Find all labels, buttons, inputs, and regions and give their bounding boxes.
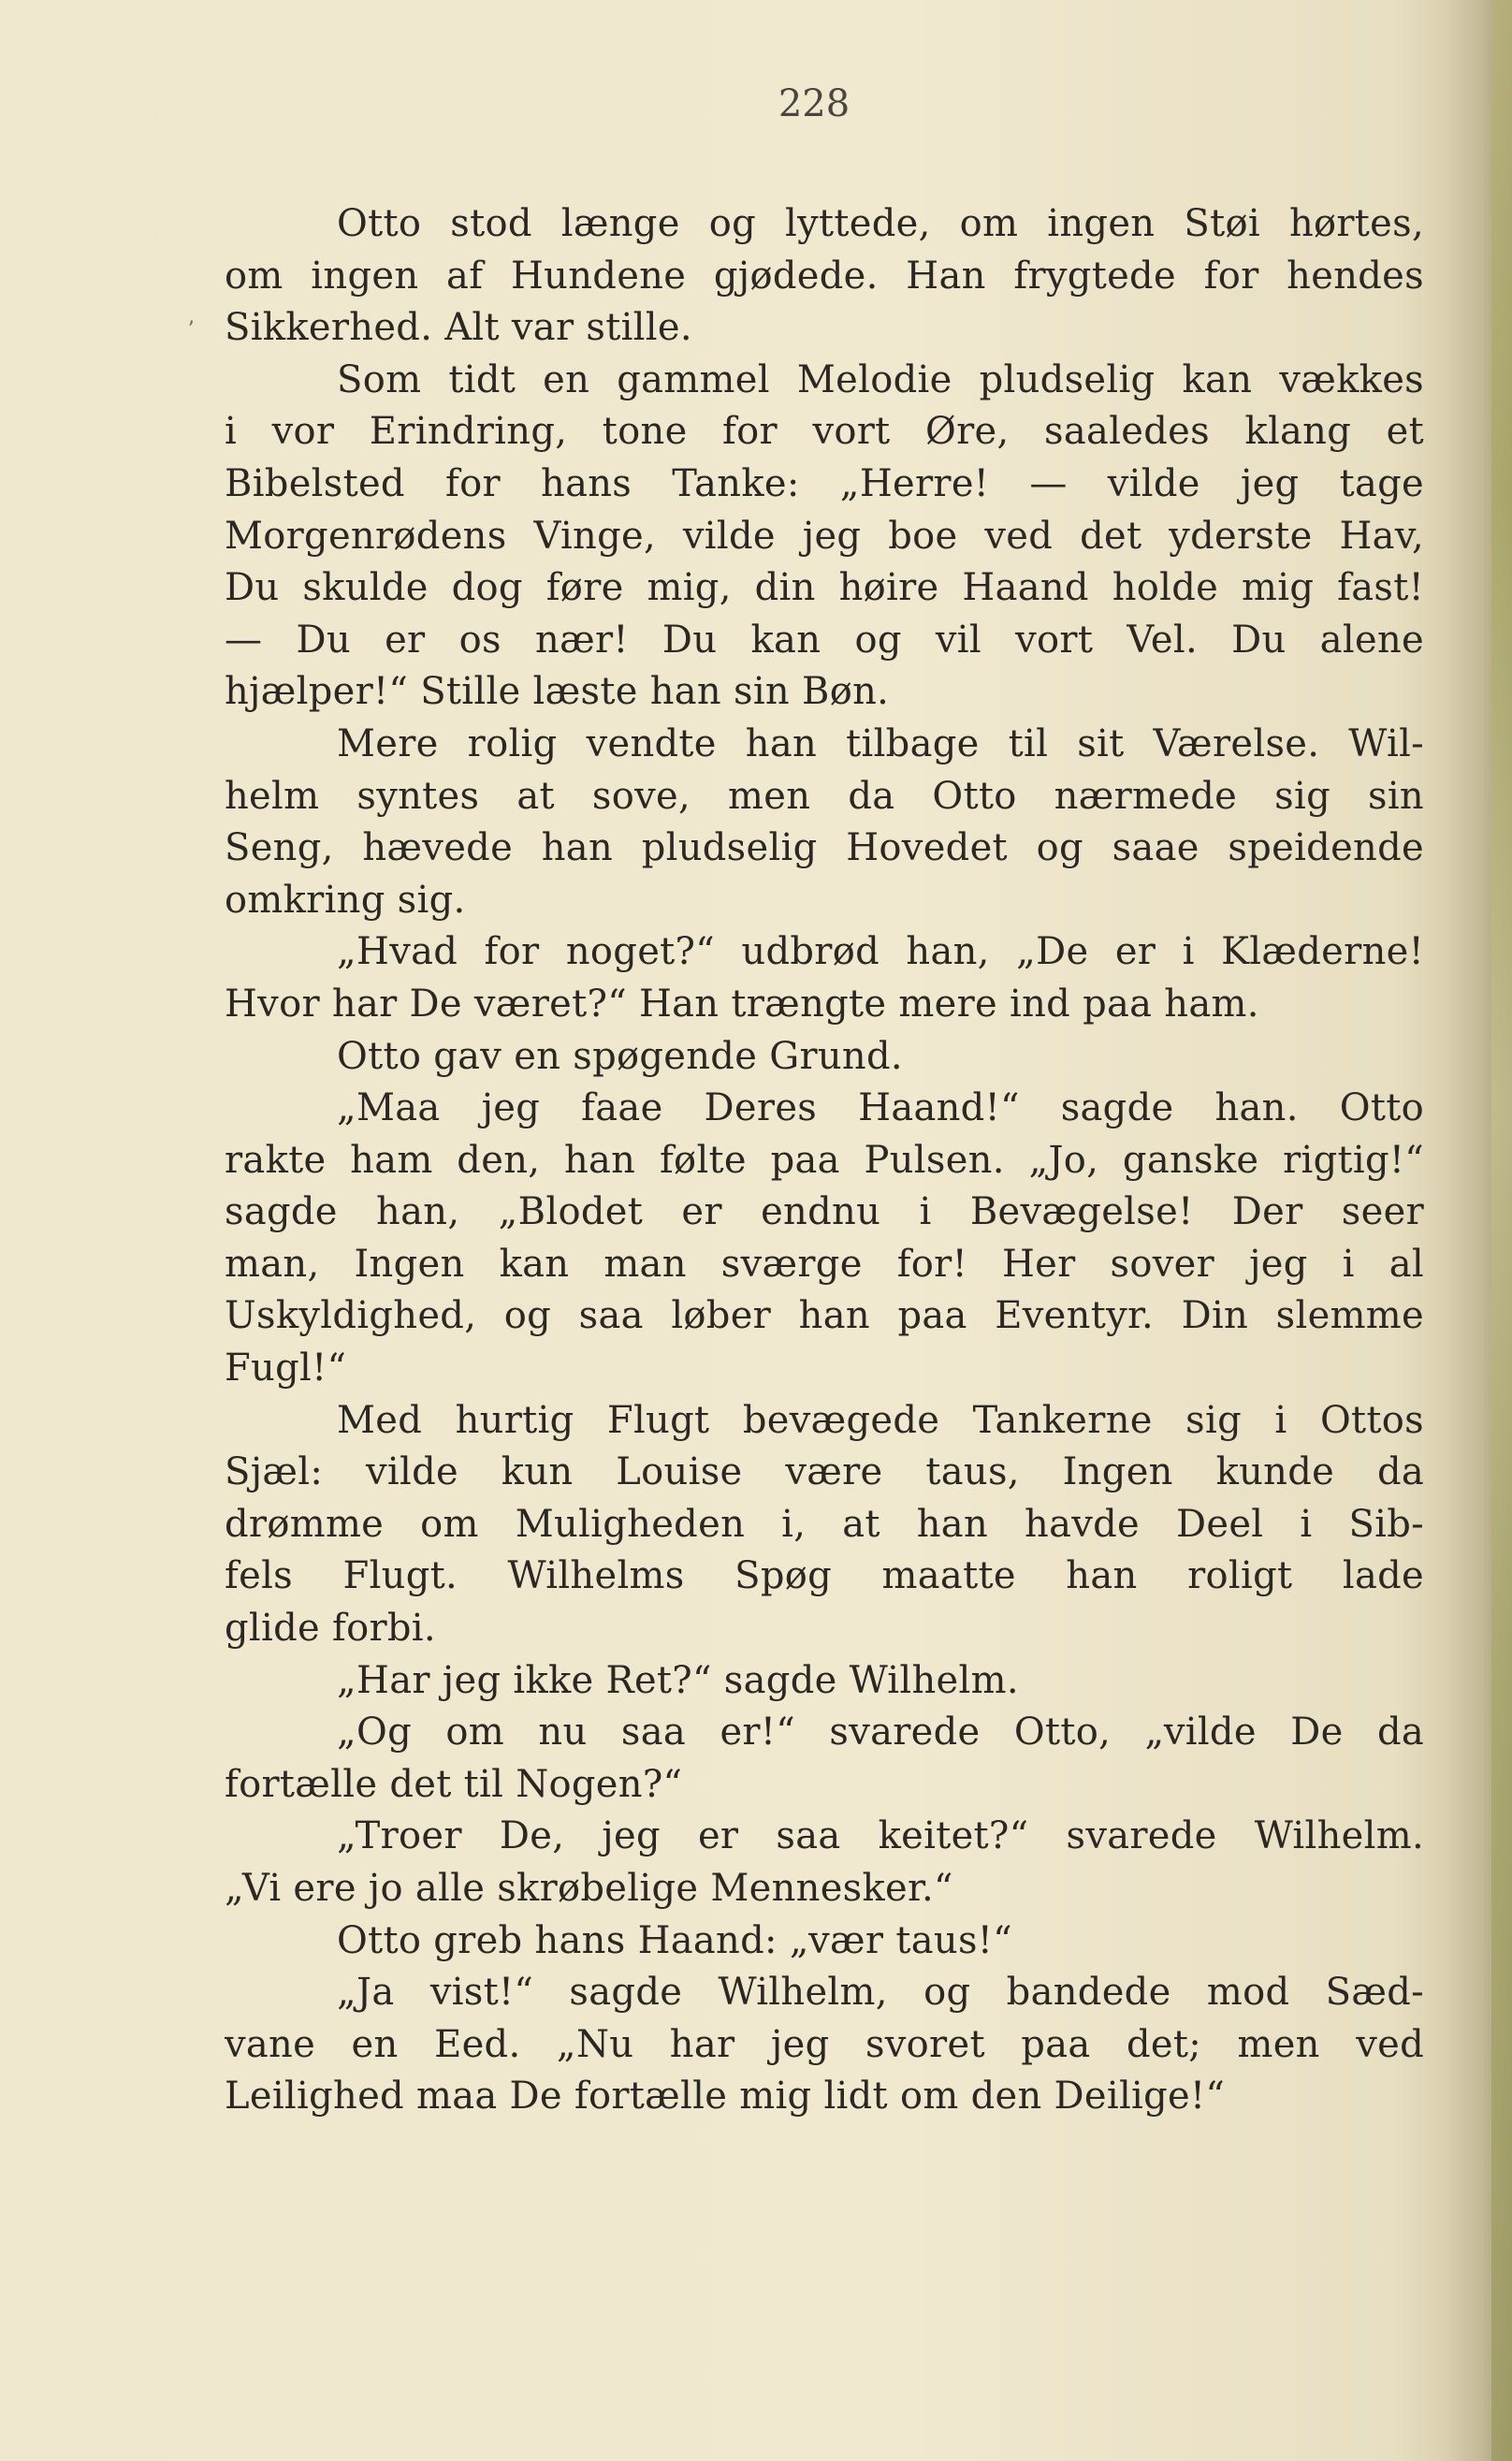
text-line: Sjæl: vilde kun Louise være taus, Ingen kunde da bbox=[225, 1450, 1424, 1494]
text-line: rakte ham den, han følte paa Pulsen. „Jo, ganske rigtig!“ bbox=[225, 1138, 1424, 1182]
text-line: „Ja vist!“ sagde Wilhelm, og bandede mod Sæd- bbox=[337, 1971, 1424, 2015]
body-text bbox=[225, 198, 1424, 2123]
text-line: „Hvad for noget?“ udbrød han, „De er i Klæderne! bbox=[337, 930, 1424, 974]
text-line: „Maa jeg faae Deres Haand!“ sagde han. Otto bbox=[337, 1086, 1424, 1130]
text-line: Seng, hævede han pludselig Hovedet og saae speidende bbox=[225, 826, 1424, 870]
text-line: „Og om nu saa er!“ svarede Otto, „vilde De da bbox=[337, 1711, 1424, 1755]
text-line: Fugl!“ bbox=[225, 1347, 347, 1391]
text-line: om ingen af Hundene gjødede. Han frygtede for hendes bbox=[225, 254, 1424, 298]
text-line: Otto greb hans Haand: „vær taus!“ bbox=[337, 1918, 1012, 1962]
text-line: Uskyldighed, og saa løber han paa Eventyr. Din slemme bbox=[225, 1294, 1424, 1338]
text-line: fortælle det til Nogen?“ bbox=[225, 1762, 683, 1806]
text-line: helm syntes at sove, men da Otto nærmede sig sin bbox=[225, 774, 1424, 818]
text-line: — Du er os nær! Du kan og vil vort Vel. Du alene bbox=[225, 618, 1424, 662]
text-line: omkring sig. bbox=[225, 878, 466, 922]
text-line: Sikkerhed. Alt var stille. bbox=[225, 306, 692, 350]
text-line: „Vi ere jo alle skrøbelige Mennesker.“ bbox=[225, 1867, 953, 1910]
text-line: Mere rolig vendte han tilbage til sit Værelse. Wil- bbox=[337, 721, 1424, 765]
text-line: Otto gav en spøgende Grund. bbox=[337, 1034, 903, 1078]
text-line: „Troer De, jeg er saa keitet?“ svarede Wilhelm. bbox=[337, 1814, 1424, 1858]
text-line: fels Flugt. Wilhelms Spøg maatte han roligt lade bbox=[225, 1554, 1424, 1598]
text-line: Otto stod længe og lyttede, om ingen Støi hørtes, bbox=[337, 202, 1424, 245]
text-line: vane en Eed. „Nu har jeg svoret paa det; men ved bbox=[225, 2022, 1424, 2066]
text-line: drømme om Muligheden i, at han havde Deel i Sib- bbox=[225, 1502, 1424, 1546]
page-number: 228 bbox=[778, 82, 850, 125]
text-line: sagde han, „Blodet er endnu i Bevægelse! Der seer bbox=[225, 1190, 1424, 1234]
text-line: i vor Erindring, tone for vort Øre, saaledes klang et bbox=[225, 410, 1424, 454]
text-line: Bibelsted for hans Tanke: „Herre! — vilde jeg tage bbox=[225, 461, 1424, 505]
margin-mark: ʼ bbox=[187, 318, 194, 342]
text-line: Leilighed maa De fortælle mig lidt om den Deilige!“ bbox=[225, 2075, 1226, 2119]
page-edge-strip bbox=[1491, 0, 1512, 2461]
text-line: glide forbi. bbox=[225, 1607, 436, 1651]
text-line: Med hurtig Flugt bevægede Tankerne sig i Ottos bbox=[337, 1398, 1424, 1442]
text-line: Morgenrødens Vinge, vilde jeg boe ved det yderste Hav, bbox=[225, 514, 1424, 558]
text-line: Hvor har De været?“ Han trængte mere ind paa ham. bbox=[225, 982, 1259, 1026]
text-line: man, Ingen kan man sværge for! Her sover jeg i al bbox=[225, 1242, 1424, 1286]
text-line: Du skulde dog føre mig, din høire Haand holde mig fast! bbox=[225, 566, 1424, 610]
text-line: hjælper!“ Stille læste han sin Bøn. bbox=[225, 670, 890, 714]
text-line: „Har jeg ikke Ret?“ sagde Wilhelm. bbox=[337, 1658, 1019, 1702]
text-line: Som tidt en gammel Melodie pludselig kan vækkes bbox=[337, 357, 1424, 401]
